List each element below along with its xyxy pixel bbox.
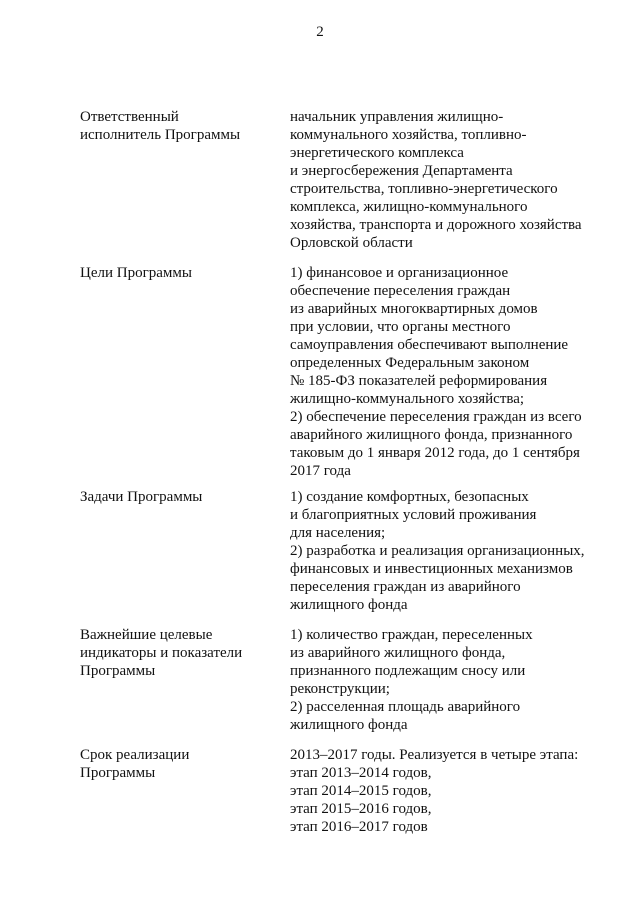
value-line: для населения;: [290, 525, 386, 541]
value-line: энергетического комплекса: [290, 145, 464, 161]
value-line: реконструкции;: [290, 681, 390, 697]
value-line: 2017 года: [290, 463, 351, 479]
value-line: 1) количество граждан, переселенных: [290, 627, 533, 643]
value-line: 2) расселенная площадь аварийного: [290, 699, 521, 715]
label-line: Программы: [80, 765, 156, 781]
value-line: № 185-ФЗ показателей реформирования: [290, 373, 548, 389]
value-line: этап 2014–2015 годов,: [290, 783, 432, 799]
row-label: [80, 264, 270, 282]
label-line: Срок реализации: [80, 747, 190, 763]
label-line: исполнитель Программы: [80, 127, 241, 143]
value-line: финансовых и инвестиционных механизмов: [290, 561, 573, 577]
label-line: Ответственный: [80, 109, 179, 125]
value-line: при условии, что органы местного: [290, 319, 511, 335]
row-value: [290, 626, 620, 734]
row-value: [290, 264, 620, 480]
page-number: 2: [316, 24, 324, 40]
value-line: из аварийных многоквартирных домов: [290, 301, 538, 317]
row-label: [80, 626, 270, 680]
value-line: 2013–2017 годы. Реализуется в четыре этапа:: [290, 747, 579, 763]
row-label: [80, 746, 270, 782]
label-line: Программы: [80, 663, 156, 679]
value-line: этап 2013–2014 годов,: [290, 765, 432, 781]
value-line: этап 2016–2017 годов: [290, 819, 428, 835]
row-value: [290, 746, 620, 836]
value-line: Орловской области: [290, 235, 413, 251]
row-value: [290, 108, 620, 252]
value-line: строительства, топливно-энергетического: [290, 181, 558, 197]
value-line: жилищно-коммунального хозяйства;: [290, 391, 525, 407]
value-line: хозяйства, транспорта и дорожного хозяйства: [290, 217, 582, 233]
value-line: переселения граждан из аварийного: [290, 579, 521, 595]
label-line: Цели Программы: [80, 265, 192, 281]
value-line: этап 2015–2016 годов,: [290, 801, 432, 817]
value-line: признанного подлежащим сносу или: [290, 663, 526, 679]
value-line: 2) обеспечение переселения граждан из всего: [290, 409, 582, 425]
value-line: обеспечение переселения граждан: [290, 283, 511, 299]
value-line: и энергосбережения Департамента: [290, 163, 513, 179]
value-line: и благоприятных условий проживания: [290, 507, 537, 523]
value-line: жилищного фонда: [290, 597, 408, 613]
value-line: определенных Федеральным законом: [290, 355, 530, 371]
value-line: комплекса, жилищно-коммунального: [290, 199, 528, 215]
value-line: коммунального хозяйства, топливно-: [290, 127, 527, 143]
value-line: таковым до 1 января 2012 года, до 1 сентября: [290, 445, 580, 461]
row-label: [80, 108, 270, 144]
value-line: 1) создание комфортных, безопасных: [290, 489, 529, 505]
value-line: жилищного фонда: [290, 717, 408, 733]
label-line: Важнейшие целевые: [80, 627, 213, 643]
label-line: индикаторы и показатели: [80, 645, 243, 661]
row-value: [290, 488, 620, 614]
row-label: [80, 488, 270, 506]
value-line: аварийного жилищного фонда, признанного: [290, 427, 573, 443]
value-line: 1) финансовое и организационное: [290, 265, 509, 281]
value-line: начальник управления жилищно-: [290, 109, 504, 125]
label-line: Задачи Программы: [80, 489, 203, 505]
value-line: из аварийного жилищного фонда,: [290, 645, 506, 661]
value-line: самоуправления обеспечивают выполнение: [290, 337, 569, 353]
value-line: 2) разработка и реализация организационных,: [290, 543, 585, 559]
